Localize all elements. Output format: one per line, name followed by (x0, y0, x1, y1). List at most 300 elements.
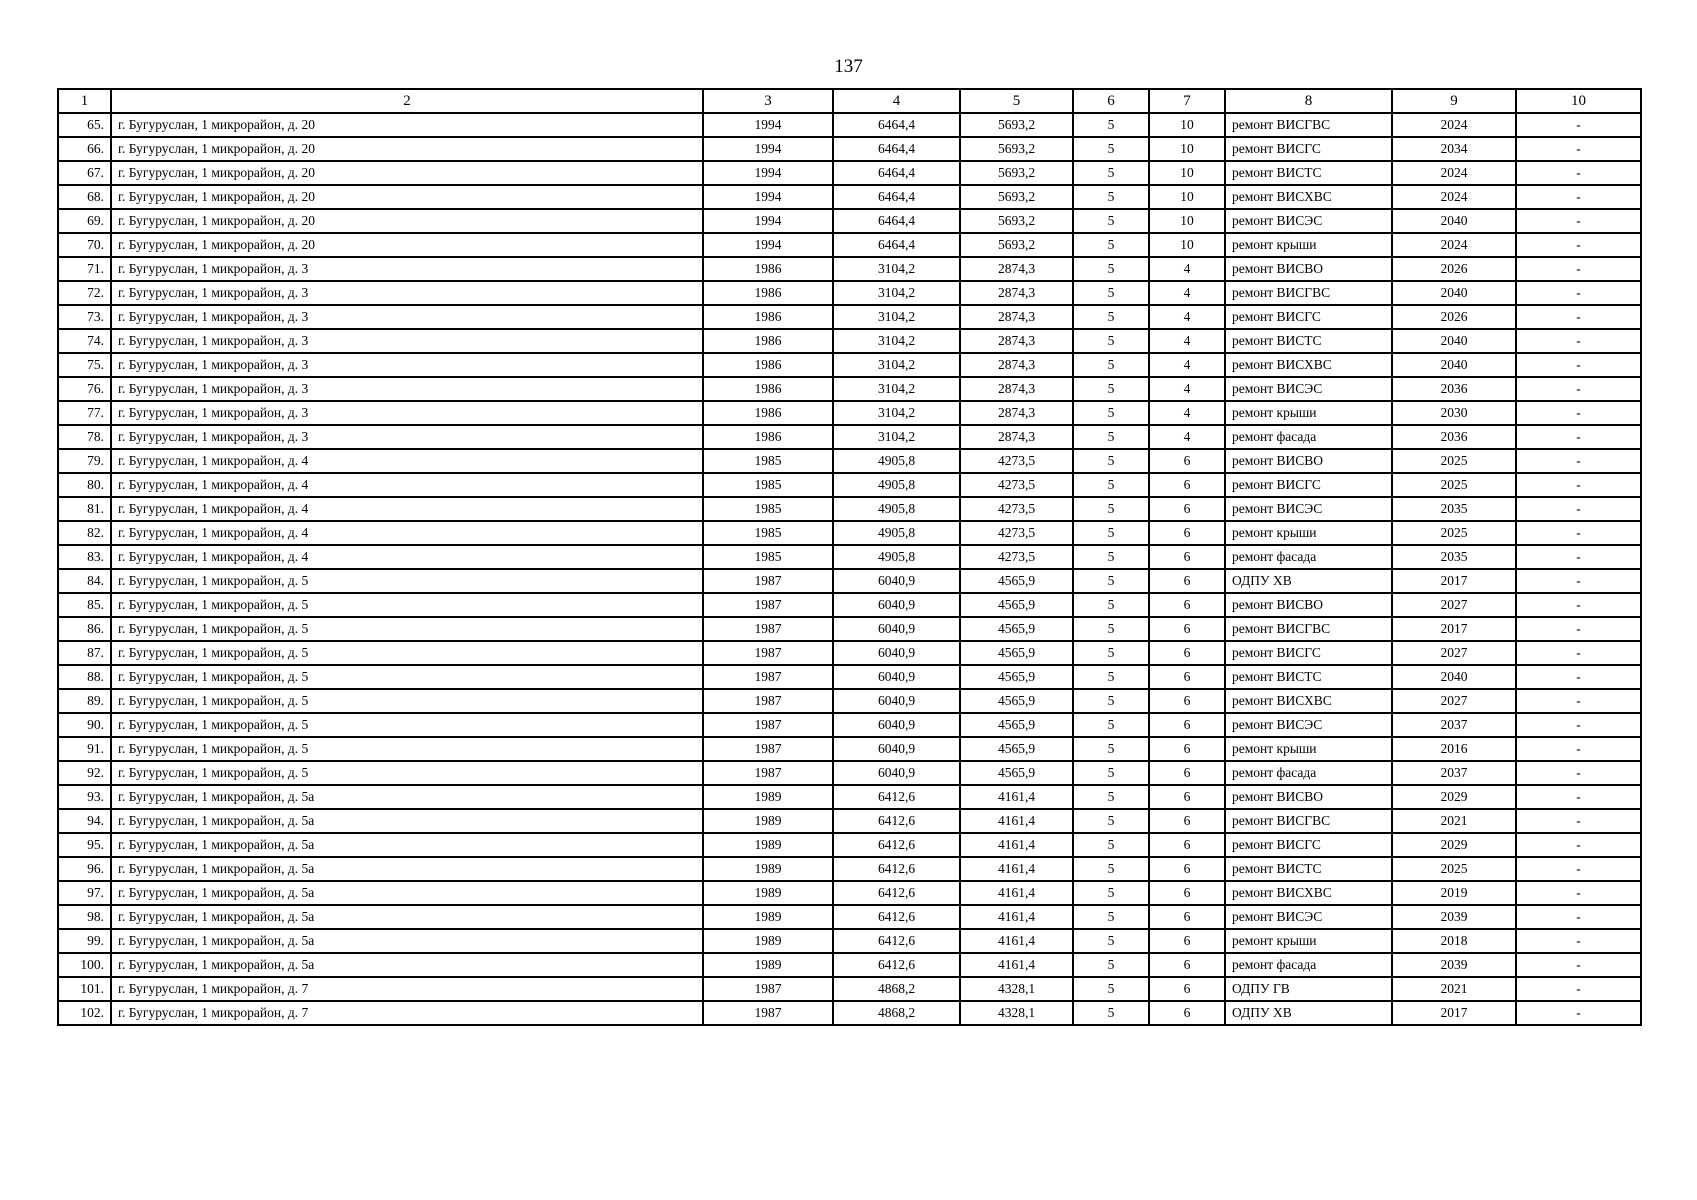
address-cell: г. Бугуруслан, 1 микрорайон, д. 4 (111, 497, 703, 521)
floors-cell: 5 (1073, 617, 1149, 641)
column-header-1: 1 (58, 89, 111, 113)
address-cell: г. Бугуруслан, 1 микрорайон, д. 5 (111, 641, 703, 665)
living-area-cell: 2874,3 (960, 329, 1073, 353)
entrances-cell: 6 (1149, 593, 1225, 617)
total-area-cell: 6464,4 (833, 161, 960, 185)
planned-year-cell: 2027 (1392, 689, 1516, 713)
table-row (58, 281, 1641, 305)
entrances-cell: 6 (1149, 569, 1225, 593)
note-cell: - (1516, 977, 1641, 1001)
work-type-cell: ремонт крыши (1225, 737, 1392, 761)
floors-cell: 5 (1073, 665, 1149, 689)
work-type-cell: ремонт ВИСХВС (1225, 689, 1392, 713)
entrances-cell: 6 (1149, 689, 1225, 713)
floors-cell: 5 (1073, 737, 1149, 761)
table-row (58, 737, 1641, 761)
floors-cell: 5 (1073, 689, 1149, 713)
row-number-cell: 69. (58, 209, 111, 233)
year-built-cell: 1987 (703, 665, 833, 689)
floors-cell: 5 (1073, 161, 1149, 185)
floors-cell: 5 (1073, 257, 1149, 281)
floors-cell: 5 (1073, 857, 1149, 881)
table-row (58, 257, 1641, 281)
address-cell: г. Бугуруслан, 1 микрорайон, д. 20 (111, 209, 703, 233)
year-built-cell: 1986 (703, 257, 833, 281)
row-number-cell: 94. (58, 809, 111, 833)
living-area-cell: 4161,4 (960, 785, 1073, 809)
table-row (58, 545, 1641, 569)
total-area-cell: 3104,2 (833, 305, 960, 329)
floors-cell: 5 (1073, 833, 1149, 857)
entrances-cell: 6 (1149, 737, 1225, 761)
row-number-cell: 89. (58, 689, 111, 713)
entrances-cell: 6 (1149, 545, 1225, 569)
address-cell: г. Бугуруслан, 1 микрорайон, д. 4 (111, 473, 703, 497)
total-area-cell: 6412,6 (833, 857, 960, 881)
total-area-cell: 6040,9 (833, 761, 960, 785)
table-row (58, 401, 1641, 425)
row-number-cell: 71. (58, 257, 111, 281)
table-row (58, 1001, 1641, 1025)
work-type-cell: ОДПУ ГВ (1225, 977, 1392, 1001)
row-number-cell: 79. (58, 449, 111, 473)
row-number-cell: 70. (58, 233, 111, 257)
total-area-cell: 6412,6 (833, 809, 960, 833)
living-area-cell: 4273,5 (960, 545, 1073, 569)
floors-cell: 5 (1073, 113, 1149, 137)
address-cell: г. Бугуруслан, 1 микрорайон, д. 20 (111, 137, 703, 161)
note-cell: - (1516, 617, 1641, 641)
note-cell: - (1516, 881, 1641, 905)
planned-year-cell: 2029 (1392, 833, 1516, 857)
planned-year-cell: 2021 (1392, 809, 1516, 833)
table-row (58, 617, 1641, 641)
planned-year-cell: 2035 (1392, 497, 1516, 521)
total-area-cell: 6412,6 (833, 953, 960, 977)
table-row (58, 569, 1641, 593)
floors-cell: 5 (1073, 521, 1149, 545)
page-number: 137 (834, 56, 863, 77)
year-built-cell: 1987 (703, 689, 833, 713)
note-cell: - (1516, 257, 1641, 281)
table-row (58, 665, 1641, 689)
row-number-cell: 102. (58, 1001, 111, 1025)
address-cell: г. Бугуруслан, 1 микрорайон, д. 3 (111, 377, 703, 401)
year-built-cell: 1989 (703, 833, 833, 857)
note-cell: - (1516, 761, 1641, 785)
floors-cell: 5 (1073, 713, 1149, 737)
floors-cell: 5 (1073, 401, 1149, 425)
year-built-cell: 1987 (703, 1001, 833, 1025)
table-row (58, 713, 1641, 737)
table-row (58, 929, 1641, 953)
entrances-cell: 4 (1149, 425, 1225, 449)
note-cell: - (1516, 665, 1641, 689)
planned-year-cell: 2025 (1392, 521, 1516, 545)
living-area-cell: 4328,1 (960, 1001, 1073, 1025)
planned-year-cell: 2036 (1392, 425, 1516, 449)
row-number-cell: 84. (58, 569, 111, 593)
floors-cell: 5 (1073, 305, 1149, 329)
note-cell: - (1516, 593, 1641, 617)
entrances-cell: 10 (1149, 209, 1225, 233)
year-built-cell: 1994 (703, 185, 833, 209)
row-number-cell: 101. (58, 977, 111, 1001)
year-built-cell: 1994 (703, 209, 833, 233)
living-area-cell: 4565,9 (960, 641, 1073, 665)
note-cell: - (1516, 305, 1641, 329)
address-cell: г. Бугуруслан, 1 микрорайон, д. 4 (111, 545, 703, 569)
note-cell: - (1516, 785, 1641, 809)
floors-cell: 5 (1073, 641, 1149, 665)
table-row (58, 209, 1641, 233)
column-header-3: 3 (703, 89, 833, 113)
living-area-cell: 5693,2 (960, 233, 1073, 257)
entrances-cell: 10 (1149, 137, 1225, 161)
planned-year-cell: 2017 (1392, 617, 1516, 641)
planned-year-cell: 2017 (1392, 1001, 1516, 1025)
work-type-cell: ремонт крыши (1225, 929, 1392, 953)
note-cell: - (1516, 569, 1641, 593)
row-number-cell: 91. (58, 737, 111, 761)
year-built-cell: 1987 (703, 737, 833, 761)
work-type-cell: ремонт ВИСХВС (1225, 353, 1392, 377)
note-cell: - (1516, 689, 1641, 713)
year-built-cell: 1985 (703, 497, 833, 521)
address-cell: г. Бугуруслан, 1 микрорайон, д. 5 (111, 689, 703, 713)
planned-year-cell: 2040 (1392, 329, 1516, 353)
planned-year-cell: 2024 (1392, 113, 1516, 137)
living-area-cell: 4273,5 (960, 521, 1073, 545)
work-type-cell: ремонт ВИСЭС (1225, 497, 1392, 521)
work-type-cell: ремонт ВИСГС (1225, 473, 1392, 497)
planned-year-cell: 2019 (1392, 881, 1516, 905)
address-cell: г. Бугуруслан, 1 микрорайон, д. 3 (111, 425, 703, 449)
note-cell: - (1516, 113, 1641, 137)
living-area-cell: 5693,2 (960, 209, 1073, 233)
table-row (58, 449, 1641, 473)
entrances-cell: 10 (1149, 113, 1225, 137)
address-cell: г. Бугуруслан, 1 микрорайон, д. 3 (111, 257, 703, 281)
year-built-cell: 1986 (703, 329, 833, 353)
note-cell: - (1516, 161, 1641, 185)
floors-cell: 5 (1073, 353, 1149, 377)
total-area-cell: 6412,6 (833, 905, 960, 929)
entrances-cell: 10 (1149, 185, 1225, 209)
work-type-cell: ОДПУ ХВ (1225, 569, 1392, 593)
address-cell: г. Бугуруслан, 1 микрорайон, д. 7 (111, 977, 703, 1001)
planned-year-cell: 2027 (1392, 641, 1516, 665)
living-area-cell: 5693,2 (960, 137, 1073, 161)
row-number-cell: 98. (58, 905, 111, 929)
address-cell: г. Бугуруслан, 1 микрорайон, д. 5 (111, 761, 703, 785)
work-type-cell: ремонт фасада (1225, 761, 1392, 785)
table-row (58, 377, 1641, 401)
floors-cell: 5 (1073, 761, 1149, 785)
year-built-cell: 1987 (703, 977, 833, 1001)
work-type-cell: ОДПУ ХВ (1225, 1001, 1392, 1025)
work-type-cell: ремонт ВИСГВС (1225, 617, 1392, 641)
living-area-cell: 4565,9 (960, 593, 1073, 617)
table-row (58, 977, 1641, 1001)
planned-year-cell: 2016 (1392, 737, 1516, 761)
address-cell: г. Бугуруслан, 1 микрорайон, д. 5 (111, 617, 703, 641)
note-cell: - (1516, 497, 1641, 521)
note-cell: - (1516, 953, 1641, 977)
work-type-cell: ремонт ВИСЭС (1225, 905, 1392, 929)
total-area-cell: 6040,9 (833, 713, 960, 737)
row-number-cell: 81. (58, 497, 111, 521)
floors-cell: 5 (1073, 281, 1149, 305)
entrances-cell: 6 (1149, 473, 1225, 497)
row-number-cell: 68. (58, 185, 111, 209)
year-built-cell: 1994 (703, 233, 833, 257)
living-area-cell: 2874,3 (960, 425, 1073, 449)
entrances-cell: 10 (1149, 161, 1225, 185)
total-area-cell: 6040,9 (833, 617, 960, 641)
note-cell: - (1516, 833, 1641, 857)
address-cell: г. Бугуруслан, 1 микрорайон, д. 20 (111, 113, 703, 137)
planned-year-cell: 2030 (1392, 401, 1516, 425)
entrances-cell: 6 (1149, 713, 1225, 737)
note-cell: - (1516, 449, 1641, 473)
entrances-cell: 6 (1149, 449, 1225, 473)
living-area-cell: 5693,2 (960, 185, 1073, 209)
work-type-cell: ремонт ВИСЭС (1225, 377, 1392, 401)
year-built-cell: 1987 (703, 593, 833, 617)
living-area-cell: 4161,4 (960, 929, 1073, 953)
planned-year-cell: 2024 (1392, 161, 1516, 185)
row-number-cell: 88. (58, 665, 111, 689)
total-area-cell: 3104,2 (833, 257, 960, 281)
note-cell: - (1516, 809, 1641, 833)
table-row (58, 881, 1641, 905)
total-area-cell: 6040,9 (833, 569, 960, 593)
entrances-cell: 6 (1149, 617, 1225, 641)
table-row (58, 905, 1641, 929)
work-type-cell: ремонт ВИСГС (1225, 305, 1392, 329)
floors-cell: 5 (1073, 953, 1149, 977)
table-row (58, 233, 1641, 257)
entrances-cell: 10 (1149, 233, 1225, 257)
note-cell: - (1516, 929, 1641, 953)
living-area-cell: 4273,5 (960, 473, 1073, 497)
note-cell: - (1516, 1001, 1641, 1025)
year-built-cell: 1989 (703, 905, 833, 929)
address-cell: г. Бугуруслан, 1 микрорайон, д. 3 (111, 305, 703, 329)
note-cell: - (1516, 329, 1641, 353)
year-built-cell: 1994 (703, 113, 833, 137)
entrances-cell: 6 (1149, 905, 1225, 929)
living-area-cell: 2874,3 (960, 281, 1073, 305)
total-area-cell: 6040,9 (833, 737, 960, 761)
year-built-cell: 1989 (703, 809, 833, 833)
floors-cell: 5 (1073, 329, 1149, 353)
entrances-cell: 6 (1149, 809, 1225, 833)
total-area-cell: 3104,2 (833, 281, 960, 305)
total-area-cell: 6464,4 (833, 137, 960, 161)
entrances-cell: 4 (1149, 329, 1225, 353)
address-cell: г. Бугуруслан, 1 микрорайон, д. 5 (111, 665, 703, 689)
entrances-cell: 6 (1149, 929, 1225, 953)
address-cell: г. Бугуруслан, 1 микрорайон, д. 5а (111, 881, 703, 905)
table-row (58, 761, 1641, 785)
floors-cell: 5 (1073, 545, 1149, 569)
entrances-cell: 6 (1149, 665, 1225, 689)
work-type-cell: ремонт ВИСТС (1225, 161, 1392, 185)
column-header-8: 8 (1225, 89, 1392, 113)
total-area-cell: 3104,2 (833, 401, 960, 425)
address-cell: г. Бугуруслан, 1 микрорайон, д. 3 (111, 281, 703, 305)
floors-cell: 5 (1073, 1001, 1149, 1025)
note-cell: - (1516, 353, 1641, 377)
table-row (58, 689, 1641, 713)
year-built-cell: 1985 (703, 449, 833, 473)
address-cell: г. Бугуруслан, 1 микрорайон, д. 20 (111, 161, 703, 185)
note-cell: - (1516, 857, 1641, 881)
living-area-cell: 5693,2 (960, 113, 1073, 137)
total-area-cell: 6412,6 (833, 929, 960, 953)
work-type-cell: ремонт ВИСТС (1225, 329, 1392, 353)
note-cell: - (1516, 641, 1641, 665)
year-built-cell: 1985 (703, 473, 833, 497)
note-cell: - (1516, 545, 1641, 569)
living-area-cell: 4161,4 (960, 953, 1073, 977)
work-type-cell: ремонт ВИСТС (1225, 857, 1392, 881)
living-area-cell: 4161,4 (960, 881, 1073, 905)
table-row (58, 113, 1641, 137)
planned-year-cell: 2029 (1392, 785, 1516, 809)
row-number-cell: 78. (58, 425, 111, 449)
table-row (58, 809, 1641, 833)
year-built-cell: 1986 (703, 401, 833, 425)
year-built-cell: 1987 (703, 569, 833, 593)
floors-cell: 5 (1073, 137, 1149, 161)
living-area-cell: 2874,3 (960, 353, 1073, 377)
work-type-cell: ремонт крыши (1225, 401, 1392, 425)
note-cell: - (1516, 473, 1641, 497)
year-built-cell: 1986 (703, 353, 833, 377)
row-number-cell: 86. (58, 617, 111, 641)
row-number-cell: 95. (58, 833, 111, 857)
planned-year-cell: 2025 (1392, 449, 1516, 473)
total-area-cell: 6464,4 (833, 209, 960, 233)
total-area-cell: 6464,4 (833, 233, 960, 257)
work-type-cell: ремонт ВИСХВС (1225, 185, 1392, 209)
planned-year-cell: 2040 (1392, 353, 1516, 377)
column-header-5: 5 (960, 89, 1073, 113)
row-number-cell: 97. (58, 881, 111, 905)
address-cell: г. Бугуруслан, 1 микрорайон, д. 5а (111, 929, 703, 953)
note-cell: - (1516, 713, 1641, 737)
floors-cell: 5 (1073, 233, 1149, 257)
total-area-cell: 6412,6 (833, 881, 960, 905)
living-area-cell: 2874,3 (960, 305, 1073, 329)
total-area-cell: 6412,6 (833, 785, 960, 809)
living-area-cell: 4273,5 (960, 497, 1073, 521)
floors-cell: 5 (1073, 593, 1149, 617)
entrances-cell: 6 (1149, 521, 1225, 545)
year-built-cell: 1989 (703, 785, 833, 809)
table-row (58, 593, 1641, 617)
address-cell: г. Бугуруслан, 1 микрорайон, д. 7 (111, 1001, 703, 1025)
living-area-cell: 4565,9 (960, 569, 1073, 593)
row-number-cell: 65. (58, 113, 111, 137)
row-number-cell: 90. (58, 713, 111, 737)
row-number-cell: 87. (58, 641, 111, 665)
work-type-cell: ремонт фасада (1225, 953, 1392, 977)
row-number-cell: 77. (58, 401, 111, 425)
work-type-cell: ремонт ВИСТС (1225, 665, 1392, 689)
floors-cell: 5 (1073, 809, 1149, 833)
planned-year-cell: 2036 (1392, 377, 1516, 401)
living-area-cell: 4273,5 (960, 449, 1073, 473)
year-built-cell: 1987 (703, 617, 833, 641)
address-cell: г. Бугуруслан, 1 микрорайон, д. 3 (111, 329, 703, 353)
work-type-cell: ремонт ВИСВО (1225, 449, 1392, 473)
column-header-10: 10 (1516, 89, 1641, 113)
table-row (58, 641, 1641, 665)
total-area-cell: 6040,9 (833, 689, 960, 713)
year-built-cell: 1994 (703, 137, 833, 161)
living-area-cell: 4565,9 (960, 713, 1073, 737)
column-header-4: 4 (833, 89, 960, 113)
note-cell: - (1516, 377, 1641, 401)
table-body (58, 113, 1641, 1025)
header-row (58, 89, 1641, 113)
table-row (58, 161, 1641, 185)
entrances-cell: 4 (1149, 281, 1225, 305)
work-type-cell: ремонт ВИСГВС (1225, 113, 1392, 137)
table-row (58, 329, 1641, 353)
table-row (58, 185, 1641, 209)
row-number-cell: 74. (58, 329, 111, 353)
table-row (58, 785, 1641, 809)
planned-year-cell: 2037 (1392, 761, 1516, 785)
total-area-cell: 6464,4 (833, 185, 960, 209)
year-built-cell: 1987 (703, 761, 833, 785)
address-cell: г. Бугуруслан, 1 микрорайон, д. 5а (111, 785, 703, 809)
planned-year-cell: 2021 (1392, 977, 1516, 1001)
work-type-cell: ремонт ВИСВО (1225, 593, 1392, 617)
entrances-cell: 6 (1149, 641, 1225, 665)
planned-year-cell: 2039 (1392, 905, 1516, 929)
planned-year-cell: 2017 (1392, 569, 1516, 593)
year-built-cell: 1985 (703, 521, 833, 545)
capital-repair-table (57, 88, 1642, 1026)
total-area-cell: 4905,8 (833, 449, 960, 473)
floors-cell: 5 (1073, 185, 1149, 209)
row-number-cell: 92. (58, 761, 111, 785)
planned-year-cell: 2025 (1392, 473, 1516, 497)
row-number-cell: 96. (58, 857, 111, 881)
work-type-cell: ремонт ВИСГВС (1225, 809, 1392, 833)
row-number-cell: 66. (58, 137, 111, 161)
total-area-cell: 6040,9 (833, 593, 960, 617)
table-row (58, 137, 1641, 161)
row-number-cell: 72. (58, 281, 111, 305)
entrances-cell: 4 (1149, 401, 1225, 425)
total-area-cell: 6040,9 (833, 641, 960, 665)
note-cell: - (1516, 209, 1641, 233)
living-area-cell: 4161,4 (960, 857, 1073, 881)
work-type-cell: ремонт ВИСЭС (1225, 209, 1392, 233)
work-type-cell: ремонт крыши (1225, 233, 1392, 257)
entrances-cell: 6 (1149, 881, 1225, 905)
row-number-cell: 76. (58, 377, 111, 401)
row-number-cell: 83. (58, 545, 111, 569)
planned-year-cell: 2024 (1392, 185, 1516, 209)
